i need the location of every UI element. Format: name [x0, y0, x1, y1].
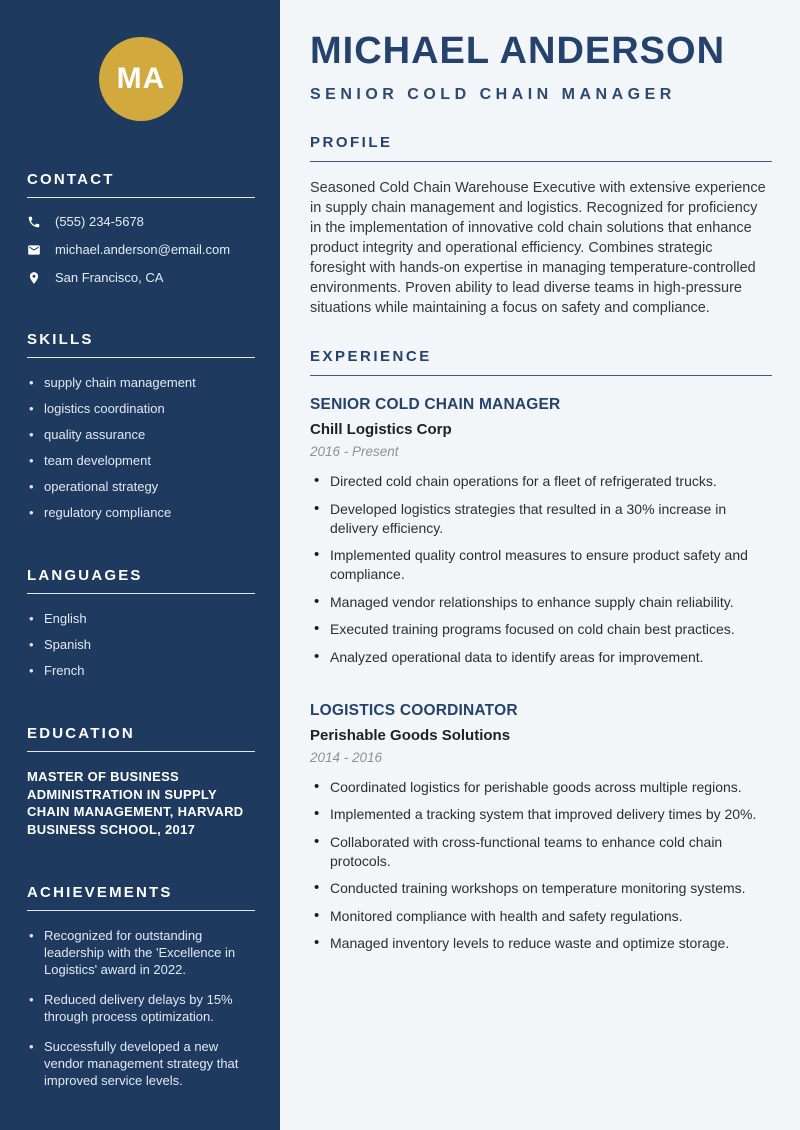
avatar-initials: MA	[116, 62, 166, 95]
job-bullet: • Coordinated logistics for perishable goods across multiple regions.	[310, 778, 772, 797]
avatar	[99, 37, 183, 121]
person-job-title: SENIOR COLD CHAIN MANAGER	[310, 86, 676, 103]
languages-list	[27, 610, 255, 679]
job-company: Perishable Goods Solutions	[310, 726, 511, 744]
job-bullet: • Developed logistics strategies that resulted in a 30% increase in delivery efficiency.	[310, 500, 772, 538]
job-bullets	[310, 778, 772, 954]
language-item: • Spanish	[27, 636, 255, 653]
job-title: LOGISTICS COORDINATOR	[310, 701, 518, 719]
experience-heading: EXPERIENCE	[310, 348, 772, 376]
experience-job-1	[310, 396, 772, 667]
job-bullet: • Implemented quality control measures to ensure product safety and compliance.	[310, 546, 772, 584]
languages-section	[27, 567, 255, 679]
main-content	[280, 0, 800, 1130]
profile-section	[310, 134, 772, 318]
job-bullet: • Directed cold chain operations for a fleet of refrigerated trucks.	[310, 472, 772, 491]
contact-location-row	[27, 270, 255, 285]
job-dates: 2014 - 2016	[310, 749, 383, 765]
job-bullet: • Collaborated with cross-functional teams to enhance cold chain protocols.	[310, 833, 772, 871]
contact-section	[27, 171, 255, 285]
language-item: • English	[27, 610, 255, 627]
sidebar	[0, 0, 280, 1130]
language-item: • French	[27, 662, 255, 679]
skill-item: • team development	[27, 452, 255, 469]
languages-heading: LANGUAGES	[27, 567, 255, 594]
skill-item: • operational strategy	[27, 478, 255, 495]
achievement-item: • Recognized for outstanding leadership with the 'Excellence in Logistics' award in 2022.	[27, 927, 255, 978]
skills-section	[27, 331, 255, 521]
experience-job-2	[310, 702, 772, 954]
job-bullet: • Conducted training workshops on temperature monitoring systems.	[310, 879, 772, 898]
contact-email-text: michael.anderson@email.com	[55, 242, 231, 257]
education-heading: EDUCATION	[27, 725, 255, 752]
education-text: MASTER OF BUSINESS ADMINISTRATION IN SUPPLY CHAIN MANAGEMENT, HARVARD BUSINESS SCHOOL, 2017	[27, 769, 244, 837]
experience-section	[310, 348, 772, 953]
education-section	[27, 725, 255, 838]
profile-heading: PROFILE	[310, 134, 772, 162]
job-bullet: • Analyzed operational data to identify areas for improvement.	[310, 648, 772, 667]
location-icon	[27, 271, 41, 285]
achievement-item: • Successfully developed a new vendor management strategy that improved service levels.	[27, 1038, 255, 1089]
skill-item: • quality assurance	[27, 426, 255, 443]
job-bullet: • Managed inventory levels to reduce waste and optimize storage.	[310, 934, 772, 953]
job-bullet: • Managed vendor relationships to enhance supply chain reliability.	[310, 593, 772, 612]
skills-heading: SKILLS	[27, 331, 255, 358]
profile-text: Seasoned Cold Chain Warehouse Executive with extensive experience in supply chain management and logistics. Recognized for proficiency in the implementation of innovative cold chain solutions that enhance product integrity and operational efficiency. Combines strategic foresight with hands-on expertise in managing temperature-controlled environments. Proven ability to lead diverse teams in high-pressure situations while maintaining a focus on safety and compliance.	[310, 180, 766, 316]
achievements-section	[27, 884, 255, 1089]
contact-email-row	[27, 242, 255, 257]
job-title: SENIOR COLD CHAIN MANAGER	[310, 396, 561, 413]
skill-item: • supply chain management	[27, 374, 255, 391]
achievements-heading: ACHIEVEMENTS	[27, 884, 255, 911]
contact-phone-text: (555) 234-5678	[55, 214, 144, 229]
email-icon	[27, 243, 41, 257]
contact-location-text: San Francisco, CA	[55, 270, 164, 285]
skill-item: • regulatory compliance	[27, 504, 255, 521]
achievements-list	[27, 927, 255, 1089]
skill-item: • logistics coordination	[27, 400, 255, 417]
phone-icon	[27, 215, 41, 229]
job-company: Chill Logistics Corp	[310, 421, 452, 438]
job-bullet: • Implemented a tracking system that improved delivery times by 20%.	[310, 805, 772, 824]
skills-list	[27, 374, 255, 521]
job-dates: 2016 - Present	[310, 444, 399, 459]
achievement-item: • Reduced delivery delays by 15% through process optimization.	[27, 991, 255, 1025]
person-name: MICHAEL ANDERSON	[310, 30, 726, 72]
job-bullet: • Executed training programs focused on cold chain best practices.	[310, 620, 772, 639]
contact-heading: CONTACT	[27, 171, 255, 198]
job-bullet: • Monitored compliance with health and safety regulations.	[310, 907, 772, 926]
contact-phone-row	[27, 214, 255, 229]
job-bullets	[310, 472, 772, 667]
